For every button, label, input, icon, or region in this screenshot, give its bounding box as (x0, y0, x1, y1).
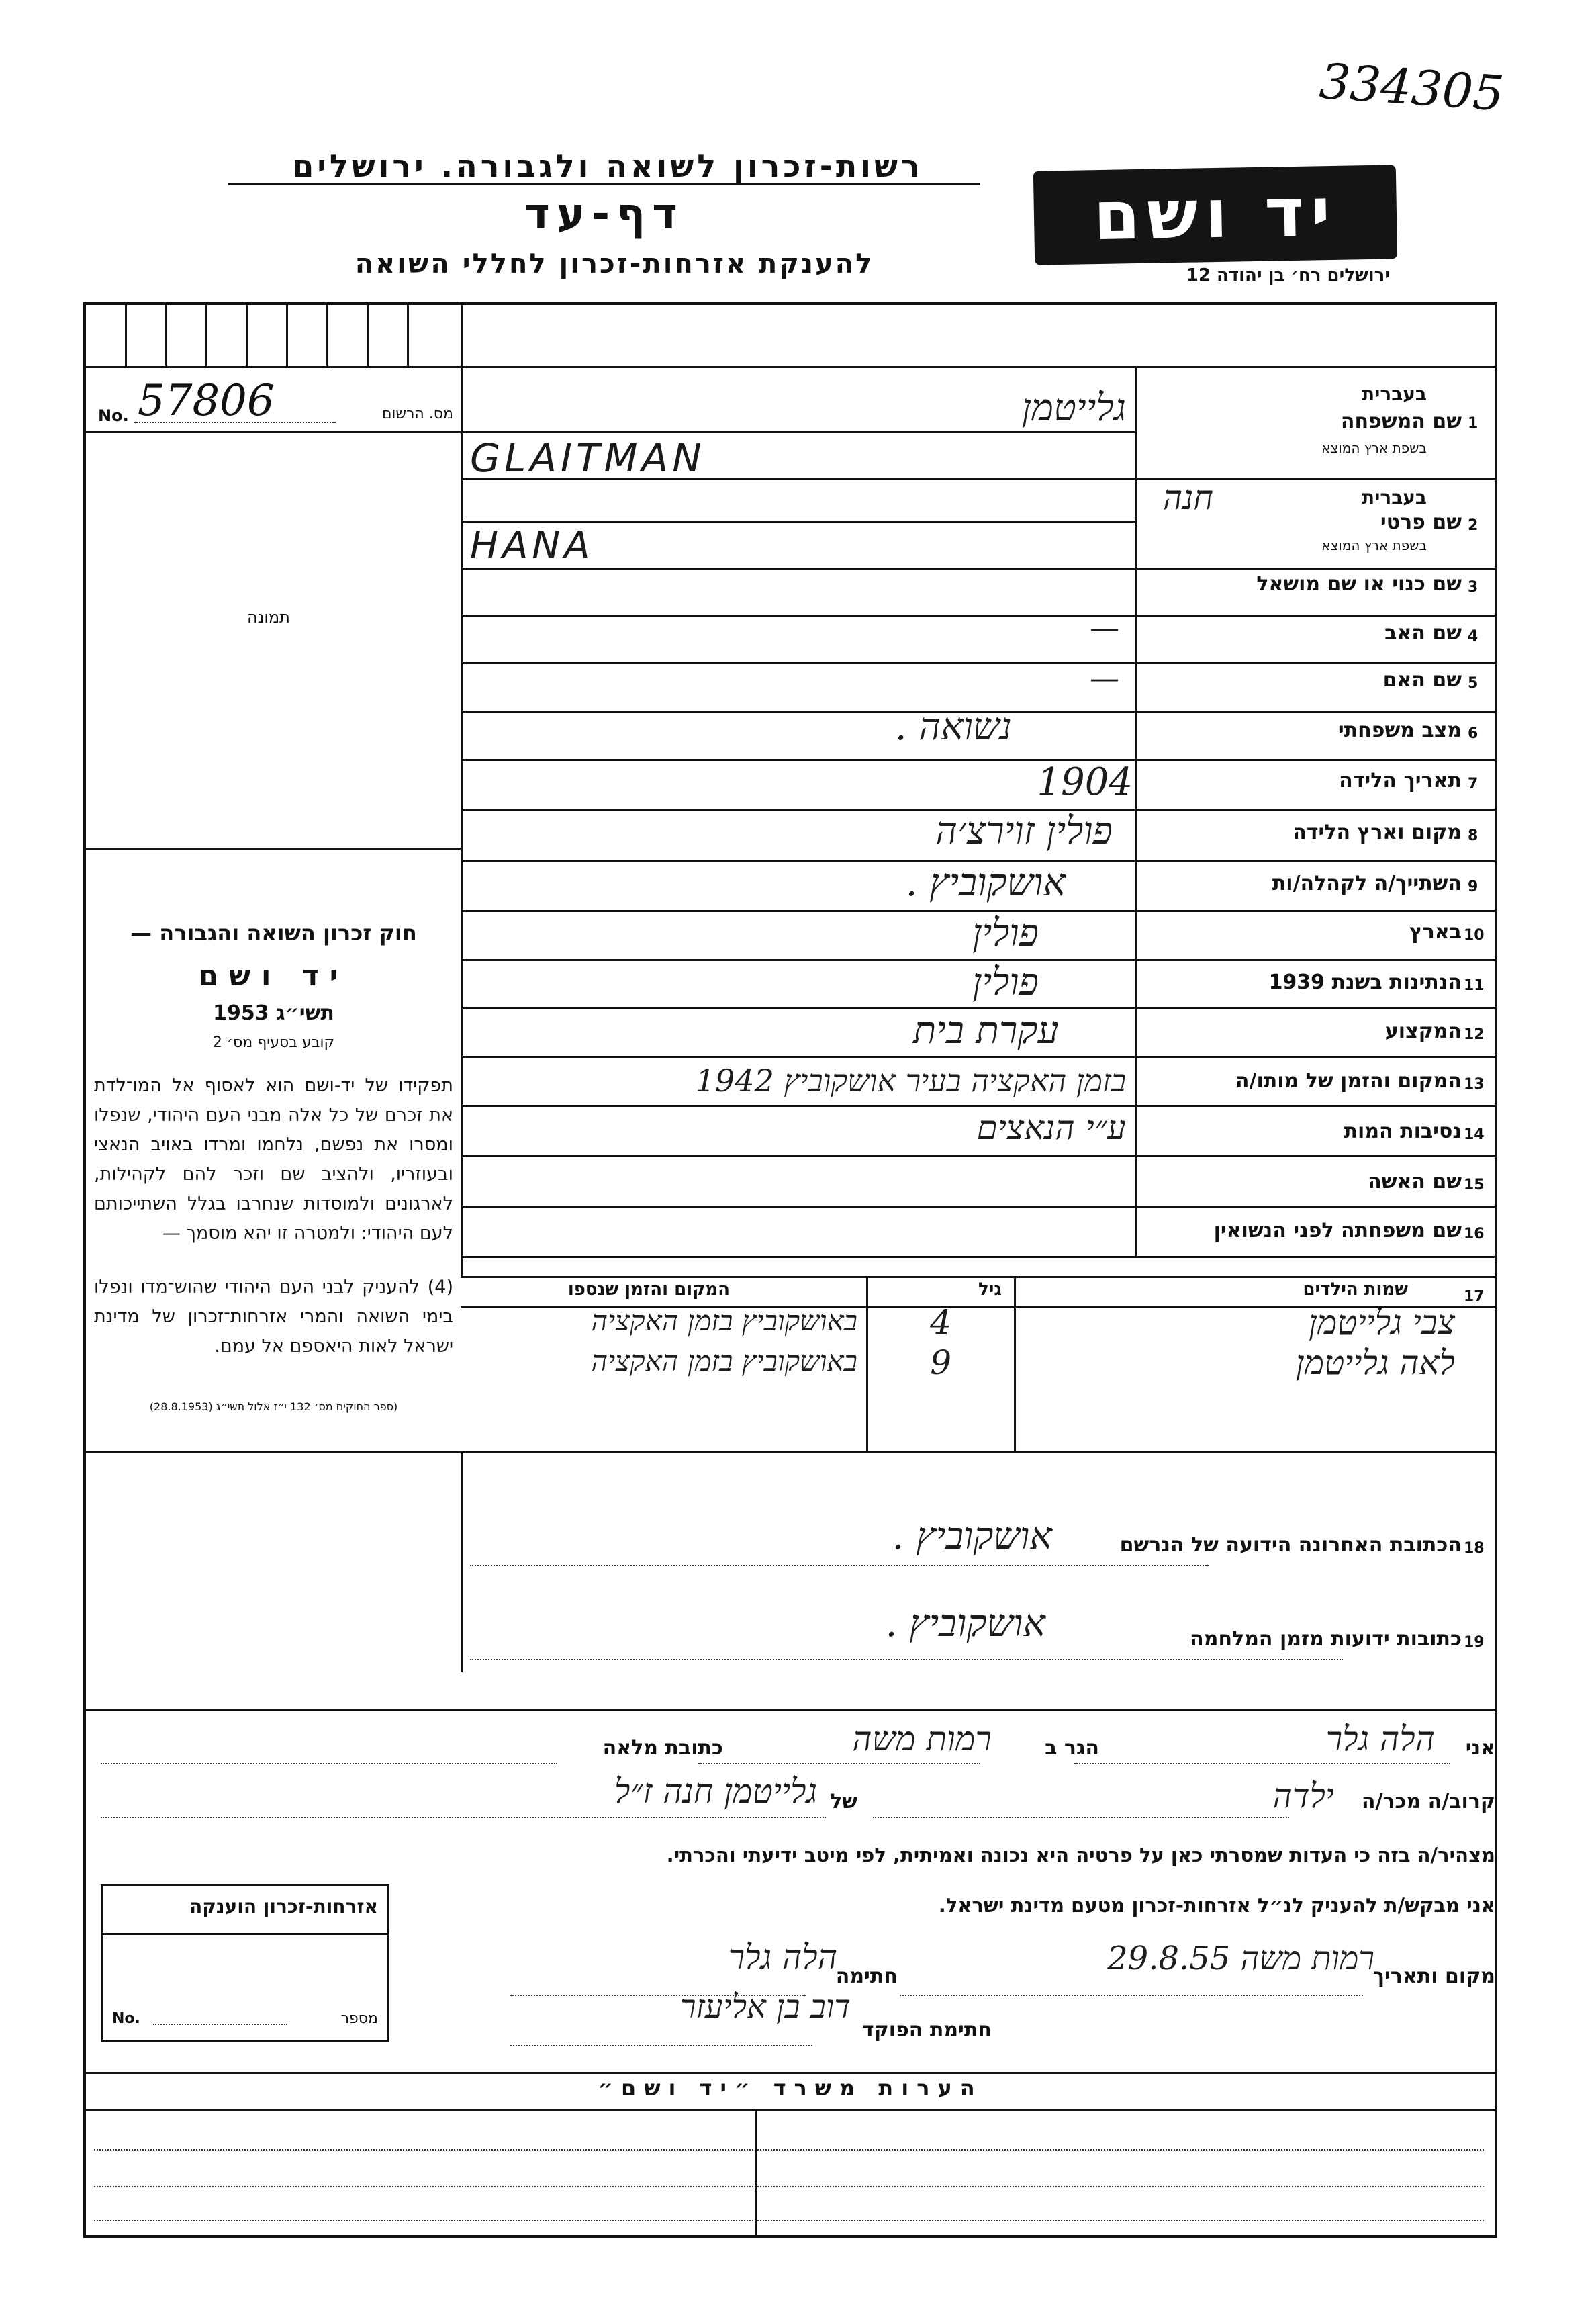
declaration-resident-value: רמות משה (852, 1719, 992, 1758)
field-16-label: שם משפחתה לפני הנשואין (1213, 1219, 1462, 1242)
field-2-orig-tag: בשפת ארץ המוצא (1321, 537, 1427, 553)
child-2-age: 9 (930, 1343, 951, 1382)
stamp-box-no: No. (112, 2010, 140, 2027)
field-13-label: המקום והזמן של מותו/ה (1235, 1069, 1462, 1093)
field-5-label: שם האם (1382, 668, 1462, 692)
field-18-number: 18 (1464, 1540, 1485, 1557)
field-4-value: — (1090, 611, 1119, 645)
field-14-label: נסיבות המות (1344, 1120, 1462, 1143)
registration-page: 334305 רשות-זכרון לשואה ולגבורה. ירושלים דף-עד להענקת אזרחות-זכרון לחללי השואה יד ושם ירושלים רח׳ בן יהודה 12 No. 57806 מס. הרשום תמונה חוק זכרון השואה והגבורה — יד ושם תשי״ג 1953 קובע בסעיף מס׳ 2 תפקידו של יד-ושם הוא לאסוף אל המו־לדת את זכרם של כל אלה מבני העם היהודי, שנפלו ומסרו את נפשם, נלחמו ומרדו באויב הנאצי ובעוזריו, ולהציב שם וזכר להם לקהילות, לארגונים ולמוסדות שנחרבו בגלל השתייכותם לעם היהודי: ולמטרה זו יהא מוסמך — (4) להעניק לבני העם היהודי שהוש־מדו ונפלו בימי השואה והמרי אזרחות־זכרון של מדינת ישראל לאות היאספם אל עמם. (ספר החוקים מס׳ 132 י״ז אלול תשי״ג (28.8.1953) בעברית 1 שם המשפחה בשפת ארץ המוצא גלייטמן GLAITMAN בעברית 2 שם פרטי בשפת ארץ המוצא חנה HANA 3 שם כנוי או שם מושאל 4 שם האב — 5 שם האם — 6 מצב משפחתי נשואה . 7 תאריך הלידה 1904 8 מקום וארץ הלידה פולין זוירצ׳ה 9 השתייך/ה לקהלה/ות אושקוביץ . 10 בארץ פולין 11 הנתינות בשנת 1939 פולין 12 המקצוע עקרת בית 13 המקום והזמן של מותו/ה בזמן האקציה בעיר אושקוביץ 1942 14 נסיבות המות ע״י הנאצים 15 שם האשה 16 שם משפחתה לפני הנשואין 17 שמות הילדים גיל המקום והזמן שנספו צבי גלייטמן 4 באושקוביץ בזמן האקציה לאה גלייטמן 9 באושקוביץ בזמן האקציה 18 הכתובת האחרונה הידועה של הנרשם אושקוביץ . 19 כתובות ידועות מזמן המלחמה אושקוביץ . אני הלה גלר הגר ב רמות משה כתובת מלאה קרוב/ה מכר/ה ילדה של גלייטמן חנה ז״ל מצהיר/ה בזה כי העדות שמסרתי כאן על פרטיה היא נכונה ואמיתית, לפי מיטב ידיעתי והכרתי. אני מבקש/ת להעניק לנ״ל אזרחות-זכרון מטעם מדינת ישראל. מקום ותאריך רמות משה 29.8.55 חתימה הלה גלר חתימת הפוקד דוב בן אליעזר אזרחות-זכרון הוענקה No. מספר הערות משרד ״יד ושם״ (0, 0, 1596, 2305)
field-7-label: תאריך הלידה (1339, 769, 1462, 793)
field-19-label: כתובות ידועות מזמן המלחמה (1190, 1627, 1462, 1651)
field-10-value: פולין (972, 911, 1039, 955)
field-15-label: שם האשה (1368, 1170, 1462, 1193)
logo-text: יד ושם (1092, 172, 1338, 256)
field-1-label: שם המשפחה (1340, 410, 1462, 433)
children-col-age: גיל (978, 1279, 1002, 1300)
field-9-label: השתייך/ה לקהלה/ות (1272, 872, 1462, 895)
law-block (94, 920, 453, 1413)
field-7-value: 1904 (1037, 760, 1133, 804)
field-3-label: שם כנוי או שם מושאל (1256, 572, 1462, 596)
declaration-relative-value: ילדה (1272, 1776, 1334, 1815)
child-1-age: 4 (930, 1303, 951, 1342)
form-subtitle: להענקת אזרחות-זכרון לחללי השואה (355, 248, 874, 279)
child-1-name: צבי גלייטמן (1309, 1303, 1455, 1342)
archive-number: 334305 (1317, 52, 1506, 122)
signature-label: חתימה (835, 1964, 898, 1988)
officer-label: חתימת הפוקד (862, 2018, 992, 2042)
place-date-label: מקום ותאריך (1372, 1964, 1495, 1988)
field-5-value: — (1090, 662, 1119, 696)
declaration-statement-1: מצהיר/ה בזה כי העדות שמסרתי כאן על פרטיה היא נכונה ואמיתית, לפי מיטב ידיעתי והכרתי. (666, 1844, 1495, 1866)
declaration-statement-2: אני מבקש/ת להעניק לנ״ל אזרחות-זכרון מטעם מדינת ישראל. (938, 1894, 1495, 1917)
child-2-place: באושקוביץ בזמן האקציה (591, 1345, 857, 1377)
yad-vashem-logo (1033, 165, 1397, 265)
field-11-label: הנתינות בשנת 1939 (1268, 970, 1462, 994)
field-2-value: חנה (1162, 478, 1213, 517)
field-12-value: עקרת בית (913, 1009, 1059, 1052)
field-1-orig-tag: בשפת ארץ המוצא (1321, 440, 1427, 456)
officer-value: דוב בן אליעזר (679, 1988, 851, 2026)
field-18-value: אושקוביץ . (892, 1515, 1052, 1558)
registration-no-value: 57806 (138, 376, 275, 426)
field-2-label: שם פרטי (1380, 510, 1462, 534)
children-col-names: שמות הילדים (1303, 1279, 1408, 1300)
field-19-number: 19 (1464, 1634, 1485, 1651)
law-title: חוק זכרון השואה והגבורה — (130, 920, 417, 946)
law-paragraph-2: (4) להעניק לבני העם היהודי שהוש־מדו ונפלו בימי השואה והמרי אזרחות־זכרון של מדינת ישראל לאות היאספם אל עמם. (94, 1277, 453, 1357)
field-10-label: בארץ (1409, 920, 1462, 944)
field-11-value: פולין (972, 960, 1039, 1004)
field-19-value: אושקוביץ . (885, 1602, 1045, 1645)
law-paragraph-1: תפקידו של יד-ושם הוא לאסוף אל המו־לדת את זכרם של כל אלה מבני העם היהודי, שנפלו ומסרו את נפשם, נלחמו ומרדו באויב הנאצי ובעוזריו, ולהציב שם וזכר להם לקהילות, לארגונים ולמוסדות שנחרבו בגלל השתייכותם לעם היהודי: ולמטרה זו יהא מוסמך — (94, 1075, 453, 1244)
office-notes-title: הערות משרד ״יד ושם״ (598, 2075, 983, 2101)
stamp-box-title: אזרחות-זכרון הוענקה (189, 1895, 378, 1917)
place-date-value: רמות משה 29.8.55 (1107, 1940, 1374, 1977)
law-year: תשי״ג 1953 (213, 1001, 334, 1025)
declaration-of: של (830, 1790, 857, 1813)
field-8-label: מקום וארץ הלידה (1293, 821, 1462, 844)
child-1-place: באושקוביץ בזמן האקציה (591, 1304, 857, 1337)
law-clause: קובע בסעיף מס׳ 2 (212, 1034, 335, 1051)
signature-value: הלה גלר (728, 1938, 837, 1977)
declaration-of-value: גלייטמן חנה ז״ל (614, 1772, 817, 1811)
field-12-label: המקצוע (1384, 1020, 1462, 1043)
field-1-hebrew-tag: בעברית (1361, 383, 1427, 405)
declaration-ani-value: הלה גלר (1325, 1719, 1435, 1758)
field-4-label: שם האב (1384, 621, 1462, 645)
photo-label: תמונה (247, 608, 290, 627)
field-6-value: נשואה . (894, 705, 1012, 749)
field-13-value: בזמן האקציה בעיר אושקוביץ 1942 (695, 1063, 1126, 1099)
form-title: דף-עד (524, 189, 684, 239)
field-6-label: מצב משפחתי (1337, 719, 1462, 742)
field-9-value: אושקוביץ . (905, 861, 1066, 905)
field-1-value-latin: GLAITMAN (470, 435, 706, 481)
field-8-value: פולין זוירצ׳ה (935, 809, 1113, 853)
field-18-label: הכתובת האחרונה הידועה של הנרשם (1119, 1533, 1462, 1557)
declaration-ani: אני (1465, 1736, 1495, 1760)
field-2-value-latin: HANA (470, 524, 594, 568)
declaration-full-address: כתובת מלאה (602, 1736, 723, 1760)
field-2-hebrew-tag: בעברית (1361, 486, 1427, 508)
law-footnote: (ספר החוקים מס׳ 132 י״ז אלול תשי״ג (28.8.1953) (149, 1400, 398, 1413)
registration-no-label: No. (98, 406, 129, 425)
declaration-relative: קרוב/ה מכר/ה (1361, 1790, 1495, 1813)
field-1-value: גלייטמן (1021, 386, 1126, 430)
registration-no-caption: מס. הרשום (381, 406, 453, 422)
stamp-box-number-label: מספר (340, 2010, 378, 2027)
child-2-name: לאה גלייטמן (1295, 1343, 1455, 1382)
authority-title: רשות-זכרון לשואה ולגבורה. ירושלים (292, 148, 923, 184)
logo-address: ירושלים רח׳ בן יהודה 12 (1186, 265, 1390, 285)
law-name: יד ושם (198, 959, 349, 992)
field-14-value: ע״י הנאצים (976, 1108, 1126, 1147)
citizenship-stamp-box (101, 1884, 389, 2042)
declaration-resident: הגר ב (1045, 1736, 1099, 1760)
children-col-place: המקום והזמן שנספו (567, 1279, 730, 1300)
